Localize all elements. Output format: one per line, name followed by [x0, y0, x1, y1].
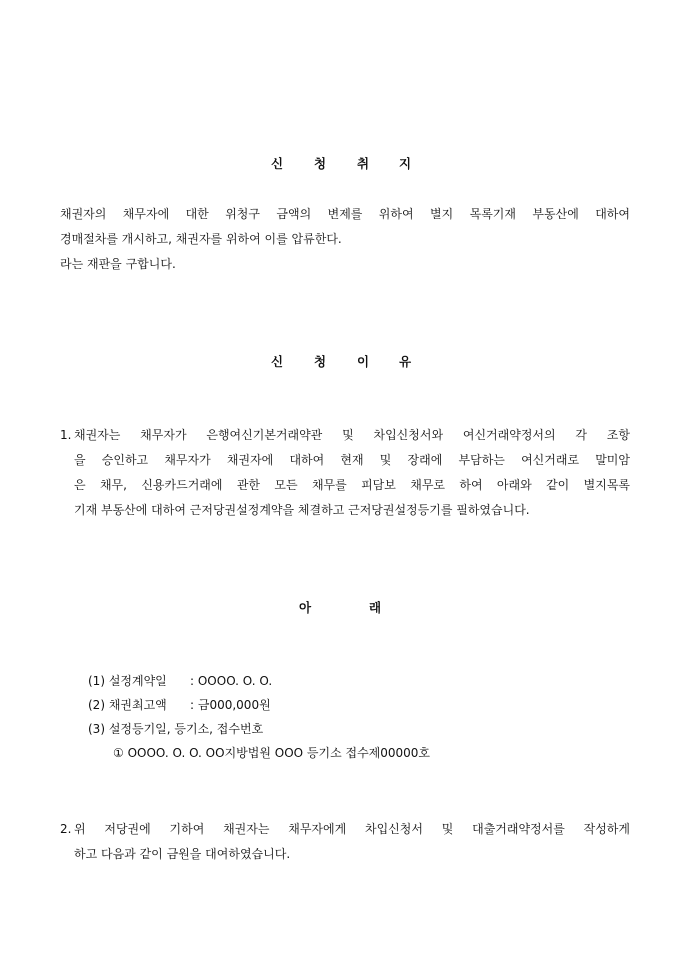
section1-title-char-3: 취 — [357, 156, 370, 171]
item1-line-3: 은 채무, 신용카드거래에 관한 모든 채무를 피담보 채무로 하여 아래와 같이 별지목록 — [74, 478, 630, 492]
detail-sub-item: ① OOOO. O. O. OO지방법원 OOO 등기소 접수제00000호 — [113, 746, 431, 760]
section1-line-3: 라는 재판을 구합니다. — [60, 257, 176, 271]
item1-line-1: 채권자는 채무자가 은행여신기본거래약관 및 차입신청서와 여신거래약정서의 각 조항 — [74, 428, 630, 442]
item2-number: 2. — [60, 822, 72, 836]
item1-number: 1. — [60, 428, 72, 442]
item1-line-2: 을 승인하고 채무자가 채권자에 대하여 현재 및 장래에 부담하는 여신거래로 말미암 — [74, 453, 630, 467]
section1-line-1: 채권자의 채무자에 대한 위청구 금액의 변제를 위하여 별지 목록기재 부동산에 대하여 — [60, 207, 630, 221]
item1-line-4: 기재 부동산에 대하여 근저당권설정계약을 체결하고 근저당권설정등기를 필하였습니다. — [74, 503, 530, 517]
section2-title-char-1: 신 — [271, 354, 284, 369]
section1-title-char-2: 청 — [314, 156, 327, 171]
section3-title-char-2: 래 — [369, 600, 382, 615]
detail-label-registration: (3) 설정등기일, 등기소, 접수번호 — [88, 722, 264, 736]
detail-label-max-amount: (2) 채권최고액 — [88, 698, 167, 712]
section1-title-char-1: 신 — [271, 156, 284, 171]
section2-title-char-4: 유 — [399, 354, 412, 369]
section1-title-char-4: 지 — [399, 156, 412, 171]
item2-line-2: 하고 다음과 같이 금원을 대여하였습니다. — [74, 847, 291, 861]
section2-title-char-2: 청 — [314, 354, 327, 369]
item2-line-1: 위 저당권에 기하여 채권자는 채무자에게 차입신청서 및 대출거래약정서를 작성하게 — [74, 822, 630, 836]
section3-title-char-1: 아 — [299, 600, 312, 615]
section1-line-2: 경매절차를 개시하고, 채권자를 위하여 이를 압류한다. — [60, 232, 342, 246]
detail-label-contract-date: (1) 설정계약일 — [88, 674, 167, 688]
detail-value-contract-date: : OOOO. O. O. — [190, 674, 273, 688]
section2-title-char-3: 이 — [357, 354, 370, 369]
detail-value-max-amount: : 금000,000원 — [190, 698, 271, 712]
